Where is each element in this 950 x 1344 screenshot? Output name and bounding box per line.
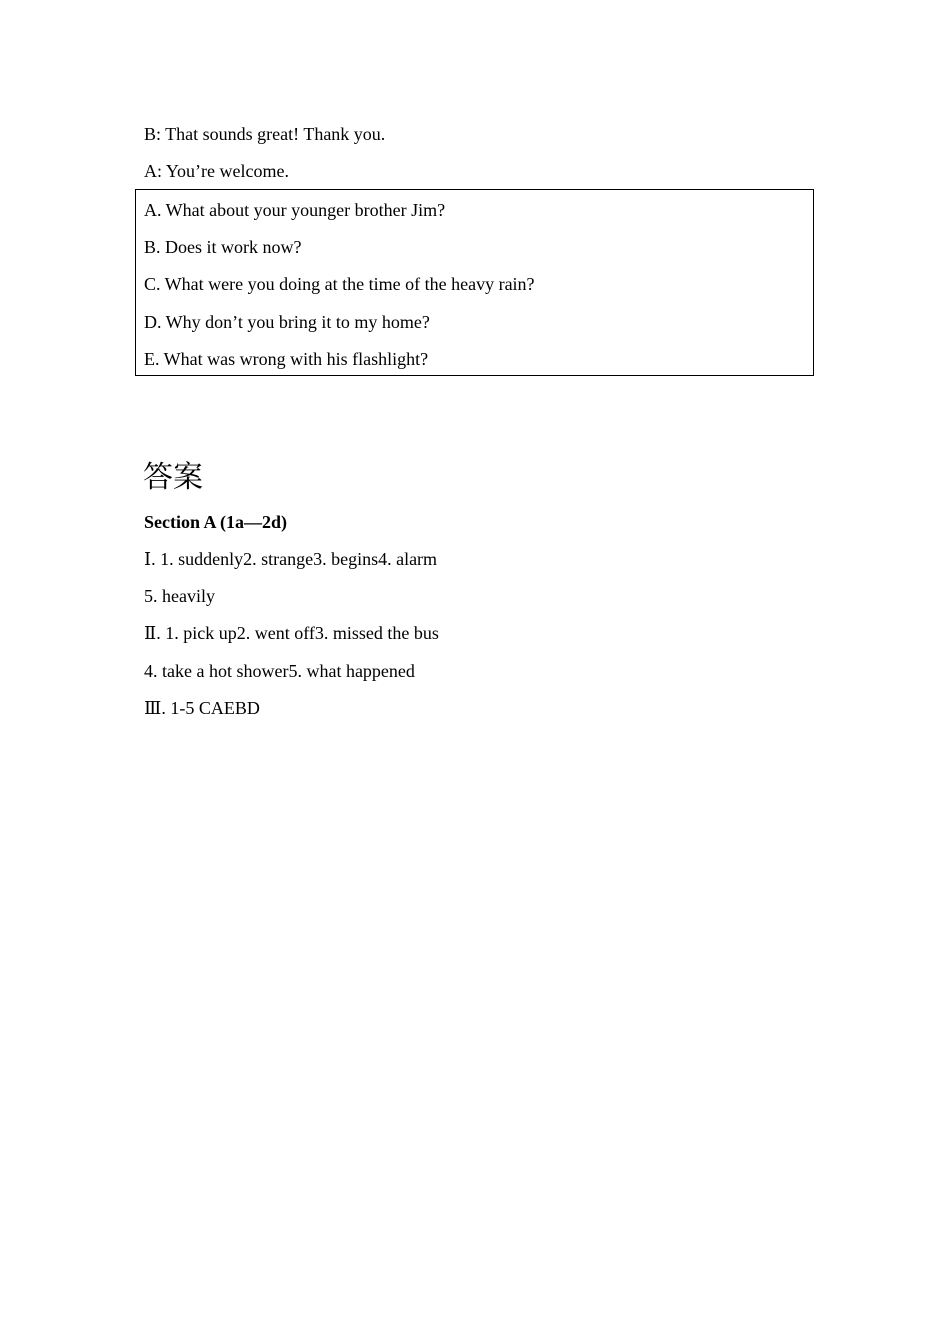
dialogue-line-a: A: You’re welcome. bbox=[144, 161, 289, 181]
answer-line-2: 5. heavily bbox=[144, 586, 215, 606]
answer-line-1: Ⅰ. 1. suddenly2. strange3. begins4. alarm bbox=[144, 549, 438, 569]
section-title: Section A (1a—2d) bbox=[144, 512, 288, 532]
option-c: C. What were you doing at the time of the heavy rain? bbox=[144, 274, 535, 294]
option-e: E. What was wrong with his flashlight? bbox=[144, 349, 429, 369]
option-a: A. What about your younger brother Jim? bbox=[144, 200, 446, 220]
dialogue-line-b: B: That sounds great! Thank you. bbox=[144, 124, 386, 144]
answer-line-3: Ⅱ. 1. pick up2. went off3. missed the bus bbox=[144, 623, 439, 643]
option-d: D. Why don’t you bring it to my home? bbox=[144, 312, 430, 332]
answer-heading: 答案 bbox=[143, 460, 203, 495]
options-box bbox=[135, 189, 814, 376]
answer-line-5: Ⅲ. 1-5 CAEBD bbox=[144, 698, 260, 718]
option-b: B. Does it work now? bbox=[144, 237, 302, 257]
answer-line-4: 4. take a hot shower5. what happened bbox=[144, 661, 415, 681]
